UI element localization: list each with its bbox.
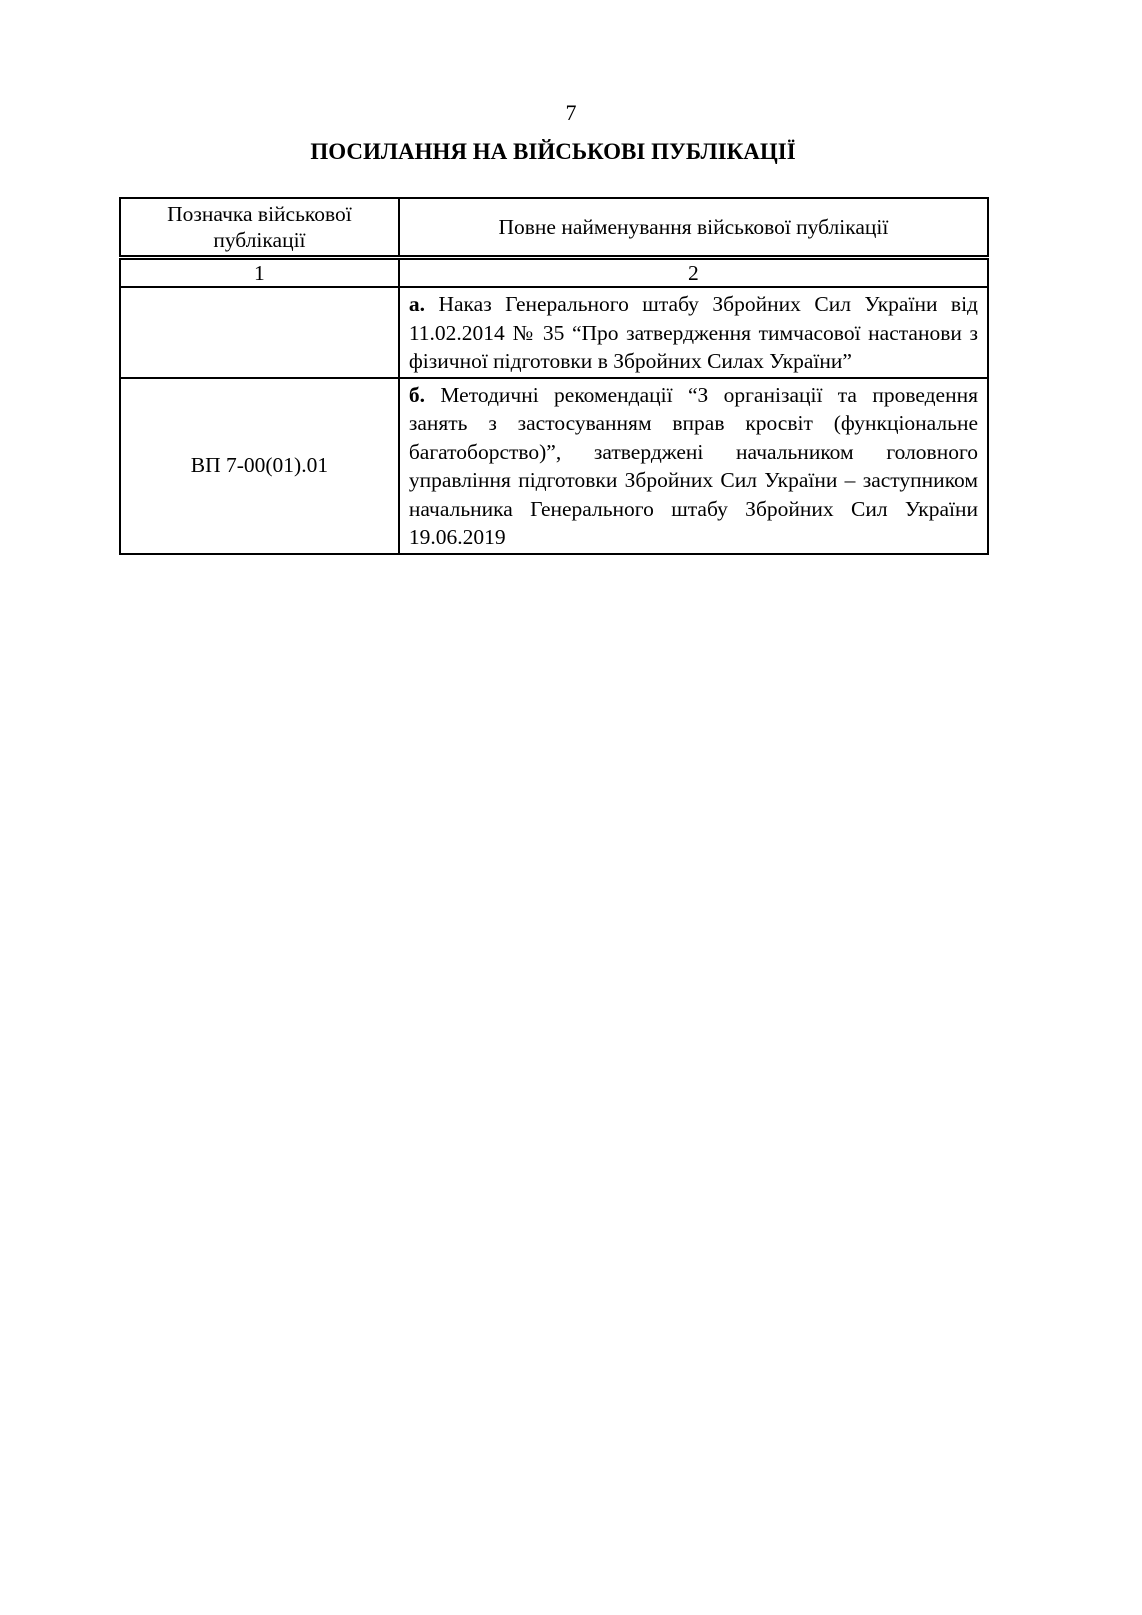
table-row bbox=[120, 378, 988, 554]
column-number-2: 2 bbox=[399, 258, 988, 288]
publication-designation: ВП 7-00(01).01 bbox=[120, 378, 399, 554]
column-number-row bbox=[120, 258, 988, 288]
header-designation: Позначка військової публікації bbox=[120, 198, 399, 258]
column-number-1: 1 bbox=[120, 258, 399, 288]
item-marker: а. bbox=[408, 292, 425, 316]
header-full-name: Повне найменування військової публікації bbox=[399, 198, 988, 258]
item-marker: б. bbox=[408, 382, 425, 407]
publication-text: Наказ Генерального штабу Збройних Сил України від 11.02.2014 № 35 “Про затвердження тимчасової настанови з фізичної підготовки в Збройних Силах України” bbox=[408, 292, 978, 373]
publication-full-name bbox=[399, 287, 988, 378]
page-number: 7 bbox=[565, 100, 577, 125]
table-row bbox=[120, 287, 988, 378]
publication-designation bbox=[120, 287, 399, 378]
publication-text: Методичні рекомендації “З організації та проведення занять з застосуванням вправ кросвіт (функціональне багатоборство)”, затверджені начальником головного управління підготовки Збройних Сил України – заступником начальника Генерального штабу Збройних Сил України 19.06.2019 bbox=[408, 382, 978, 549]
table-header-row bbox=[120, 198, 988, 258]
publication-full-name bbox=[399, 378, 988, 554]
publications-reference-table bbox=[119, 197, 989, 555]
page-title: ПОСИЛАННЯ НА ВІЙСЬКОВІ ПУБЛІКАЦІЇ bbox=[310, 139, 796, 164]
